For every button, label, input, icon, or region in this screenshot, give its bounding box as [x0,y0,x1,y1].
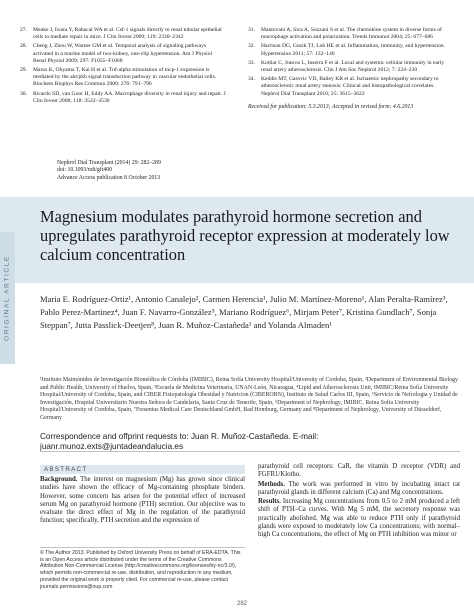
reference-item: 32. Harrison DG, Guzik TJ, Lob HE et al. Inflammation, immunity, and hypertension. Hypertension 2011; 57: 132–140 [248,43,445,57]
reference-item: 31. Mantovani A, Sica A, Sozzani S et al. The chemokine system in diverse forms of macrophage activation and polarization. Trends Immunol 2004; 25: 677–686 [248,27,442,41]
references-left-column [20,27,226,110]
correspondence: Correspondence and offprint requests to: Juan R. Muñoz-Castañeda. E-mail: juanr.munoz.exts@juntadeandalucia.es [40,432,319,451]
reference-item: 34. Keddis MT, Garovic VD, Bailey KR et al. Ischaemic nephropathy secondary to atherosclerotic renal artery stenosis: Clinical and histopathological correlates. Nephrol Dial Transplant 2010; 25: 3615–3622 [248,76,439,97]
reference-item: 27. Menke J, Iwata Y, Rabacal WA et al. Csf-1 signals directly to renal tubular epithelial cells to mediate repair in mice. J Clin Invest 2009; 119: 2330–2342 [20,27,222,41]
background-text: The interest on magnesium (Mg) has grown since clinical studies have shown the efficacy of Mg-containing phosphate binders. However, some concern has arisen for the potential effect of increased serum Mg on parathyroid hormone (PTH) secretion. Our objective was to evaluate the direct effect of Mg in the regulation of the parathyroid function; specifically, PTH secretion and the expression of [40,476,245,525]
journal-citation: Nephrol Dial Transplant (2014) 29: 282–289 [57,160,161,166]
abstract-background [40,476,245,526]
reference-item: 28. Cheng J, Zhou W, Warner GM et al. Temporal analysis of signaling pathways activated in a murine model of two-kidney, one-clip hypertension. Am J Physiol Renal Physiol 2009; 297: F1055–F1068 [20,43,213,64]
reference-item: 33. Kotliar C, Juncos L, Inserra F et al. Local and systemic cellular immunity in early renal artery atherosclerosis. Clin J Am Soc Nephrol 2012; 7: 224–230 [248,59,445,74]
author-list: Maria E. Rodríguez-Ortiz¹, Antonio Canalejo², Carmen Herencia¹, Julio M. Martínez-Moreno¹, Alan Peralta-Ramírez³, Pablo Perez-Martinez⁴, Juan F. Navarro-González⁵, Mariano Rodríguez⁶, Mirjam Peter⁷, Kristina Gundlach⁷, Sonja Steppan⁷, Jutta Passlick-Deetjen⁸, Juan R. Muñoz-Castañeda¹ and Yolanda Almaden¹ [40,294,448,331]
methods-label: Methods. [258,480,285,488]
references-section [20,27,454,110]
reference-item: 30. Ricardo SD, van Goor H, Eddy AA. Macrophage diversity in renal injury and repair. J Clin Invest 2008; 118: 3522–3530 [20,90,226,104]
reference-item: 29. Marso K, Ohyama T, Kai H et al. Tnf-alpha stimulation of mcp-1 expression is mediated by the akt/pkb signal transduction pathway in vascular endothelial cells. Biochem Biophys Res Commun 2000; 276: 791–796 [20,67,217,88]
article-type-label: ORIGINAL ARTICLE [3,254,11,342]
received-date: Received for publication: 5.3.2013; Accepted in revised form: 4.6.2013 [248,103,414,110]
results-label: Results. [258,498,281,506]
abstract-methods [258,481,460,498]
abstract-left-column [40,476,245,527]
affiliations: ¹Instituto Maimónides de Investigación Biomédica de Córdoba (IMIBIC), Reina Sofía University Hospital/University of Cordoba, Spain, ²Department of Environmental Biology and Public Health, University of Huelva, Spain, ³Escuela de Medicina Veterinaria, UNAN-León, Nicaragua, ⁴Lipid and Atherosclerosis Unit, IMIBIC/Reina Sofía University Hospital/University of Cordoba, Spain, and CIBER Fisiopatología Obesidad y Nutricion (CIBEROBN), Instituto de Salud Carlos III, Spain, ⁵Servicio de Nefrologia y Unidad de Investigación, Hospital Universitario Nuestra Señora de Candelaria, Santa Cruz de Tenerife, Spain, ⁶Department of Nephrology, IMIBIC. Reina Sofia University Hospital/University of Cordoba, Spain, ⁷Fresenius Medical Care Deutschland GmbH, Bad Homburg, Germany and ⁸Department of Nephrology, University of Düsseldorf, Germany [40,377,458,421]
page-number: 282 [237,601,248,607]
results-text: Increasing Mg concentrations from 0.5 to 2 mM produced a left shift of PTH–Ca curves. With Mg 5 mM, the secretory response was practically abolished. Mg was able to reduce PTH only if parathyroid glands were exposed to moderately low Ca concentrations; with normal–high Ca concentrations, the effect of Mg on PTH inhibition was minor or [258,498,460,539]
methods-text: The work was performed in vitro by incubating intact rat parathyroid glands in different calcium (Ca) and Mg concentrations. [258,480,460,496]
references-right-column [248,27,454,110]
divider [40,451,460,452]
abstract-continuation: parathyroid cell receptors: CaR, the vitamin D receptor (VDR) and FGFR1/Klotho. [258,463,460,479]
abstract-heading: ABSTRACT [40,465,245,474]
abstract-right-column [258,463,460,541]
journal-publication-date: Advance Access publication 8 October 2013 [57,174,161,181]
journal-info [57,160,161,182]
article-title: Magnesium modulates parathyroid hormone secretion and upregulates parathyroid receptor expression at moderately low calcium concentration [40,207,450,265]
journal-doi: doi: 10.1093/ndt/gft400 [57,167,113,174]
background-label: Background. [40,476,78,483]
copyright-notice: © The Author 2013. Published by Oxford University Press on behalf of ERA-EDTA. This is an Open Access article distributed under the terms of the Creative Commons Attribution Non-Commercial License (http://creativecommons.org/licenses/by-nc/3.0/), which permits non-commercial re-use, distribution, and reproduction in any medium, provided the original work is properly cited. For commercial re-use, please contact journals.permissions@oup.com [40,547,245,590]
abstract-results [258,498,460,539]
